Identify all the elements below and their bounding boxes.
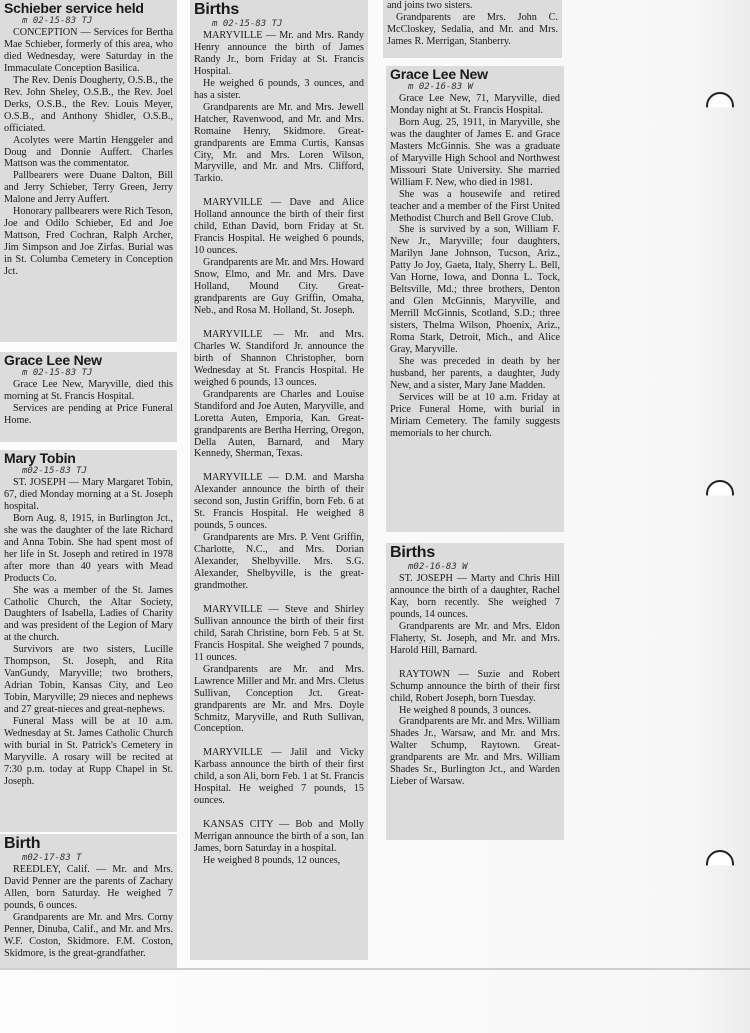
births-clipping [190, 0, 368, 960]
new-short-para: Services are pending at Price Funeral Home. [4, 402, 173, 426]
schieber-para: The Rev. Denis Dougherty, O.S.B., the Rev. John Sheley, O.S.B., the Rev. Joel Derks, O.S.B., the Rev. Louis Meyer, O.S.B., and Anthony Shidler, O.S.B., officiated. [4, 74, 173, 134]
new-full-headline: Grace Lee New [390, 66, 488, 82]
schieber-para: Pallbearers were Duane Dalton, Bill and Jerry Schieber, Terry Green, Jerry Malone and Jerry Auffert. [4, 170, 173, 206]
spacer [194, 735, 364, 747]
new-full-clipping [386, 66, 564, 532]
tobin-para: She was a member of the St. James Catholic Church, the Altar Society, Daughters of Isabella, Ladies of Charity and was president of the Legion of Mary at the church. [4, 584, 173, 644]
birth-entry-schump: He weighed 8 pounds, 3 ounces. [399, 704, 532, 716]
tobin-date-note: m02-15-83 TJ [22, 466, 88, 476]
births-date-note: m 02-15-83 TJ [212, 19, 283, 29]
birth-entry-sullivan: Grandparents are Mr. and Mrs. Lawrence Miller and Mr. and Mrs. Cletus Sullivan, Conception Jct. Great-grandparents are Mr. and Mrs. Doyle Schmitz, Maryville, and Ruth Sullivan, Conception. [194, 663, 364, 735]
birth-entry-holland: Grandparents are Mr. and Mrs. Howard Snow, Elmo, and Mr. and Mrs. Dave Holland, Mound City. Great-grandparents are Guy Griffin, Omaha, Neb., and Rosa M. Holland, St. Joseph. [194, 257, 364, 316]
punch-hole-bottom [706, 850, 734, 878]
birth-entry-alexander: MARYVILLE — D.M. and Marsha Alexander announce the birth of their second son, Justin Griffin, born Feb. 6 at St. Francis Hospital. He weighed 8 pounds, 5 ounces. [194, 472, 364, 532]
spacer [194, 185, 364, 197]
tobin-para: Born Aug. 8, 1915, in Burlington Jct., she was the daughter of the late Richard and Anna Tobin. She had spent most of her life in St. Joseph and retired in 1978 after more than 40 years with Mead Products Co. [4, 512, 173, 584]
new-short-clipping [0, 352, 177, 442]
tobin-para: ST. JOSEPH — Mary Margaret Tobin, 67, died Monday morning at a St. Joseph hospital. [4, 477, 173, 512]
new-full-para: Services will be at 10 a.m. Friday at Price Funeral Home, with burial in Miriam Cemetery. The family suggests memorials to her church. [390, 391, 560, 439]
birth-entry-merrigan: KANSAS CITY — Bob and Molly Merrigan announce the birth of a son, Ian James, born Saturday in a hospital. [194, 819, 364, 855]
spacer [194, 807, 364, 819]
birth-entry-merrigan: He weighed 8 pounds, 12 ounces, [203, 855, 341, 867]
birth-entry-sullivan: MARYVILLE — Steve and Shirley Sullivan announce the birth of their first child, Sarah Christine, born Feb. 5 at St. Francis Hospital. She weighed 7 pounds, 11 ounces. [194, 603, 364, 663]
new-full-para: Born Aug. 25, 1911, in Maryville, she was the daughter of James E. and Grace Masters McGinnis. She was a graduate of Maryville High School and Northwest Missouri State University. She married William F. New, who died in 1981. [390, 116, 560, 188]
birth-para: Grandparents are Mr. and Mrs. Corny Penner, Dinuba, Calif., and Mr. and Mrs. W.F. Coston, Skidmore. F.M. Coston, Skidmore, is the great-grandfather. [4, 911, 173, 959]
spacer [194, 317, 364, 329]
new-full-para: She was preceded in death by her husband, her parents, a daughter, Judy New, and a sister, Mary Jane Madden. [390, 355, 560, 391]
new-full-date-note: m 02-16-83 W [408, 82, 474, 92]
birth-entry-standiford: MARYVILLE — Mr. and Mrs. Charles W. Standiford Jr. announce the birth of Shannon Christopher, born Wednesday at St. Francis Hospital. He weighed 6 pounds, 13 ounces. [194, 328, 364, 388]
schieber-date-note: m 02-15-83 TJ [22, 16, 93, 26]
tobin-para: Survivors are two sisters, Lucille Thompson, St. Joseph, and Rita VanGundy, Maryville; two brothers, Adrian Tobin, Kansas City, and Leo Tobin, Maryville; 29 nieces and nephews and 27 great-nieces and great-nephews. [4, 644, 173, 716]
birth-entry-henry: MARYVILLE — Mr. and Mrs. Randy Henry announce the birth of James Randy Jr., born Friday at St. Francis Hospital. [194, 30, 364, 77]
birth-entry-holland: MARYVILLE — Dave and Alice Holland announce the birth of their first child, Ethan David, born Friday at St. Francis Hospital. He weighed 6 pounds, 10 ounces. [194, 197, 364, 257]
merrigan-continued-para: Grandparents are Mrs. John C. McCloskey, Sedalia, and Mr. and Mrs. James R. Merrigan, Stanberry. [387, 11, 558, 47]
births2-clipping [386, 543, 564, 840]
births2-headline: Births [390, 544, 436, 561]
page-bottom-edge [0, 968, 750, 970]
birth-date-note: m02-17-83 T [22, 853, 82, 863]
tobin-headline: Mary Tobin [4, 450, 76, 466]
tobin-para: Funeral Mass will be at 10 a.m. Wednesday at St. James Catholic Church with burial in St. Patrick's Cemetery in Maryville. A rosary will be recited at 7:30 p.m. today at Rupp Chapel in St. Joseph. [4, 716, 173, 787]
birth-entry-henry: He weighed 6 pounds, 3 ounces, and has a sister. [194, 77, 364, 101]
new-short-date-note: m 02-15-83 TJ [22, 368, 93, 378]
birth-entry-schump: Grandparents are Mr. and Mrs. William Shades Jr., Warsaw, and Mr. and Mrs. Walter Schump, Raytown. Great-grandparents are Mr. and Mrs. William Shades Sr., Burlington Jct., and Warden Lieber of Warsaw. [390, 716, 560, 788]
birth-entry-hill: ST. JOSEPH — Marty and Chris Hill announce the birth of a daughter, Rachel Kay, born recently. She weighed 7 pounds, 14 ounces. [390, 573, 560, 620]
spacer [194, 592, 364, 604]
new-short-para: Grace Lee New, Maryville, died this morning at St. Francis Hospital. [4, 379, 173, 402]
schieber-para: CONCEPTION — Services for Bertha Mae Schieber, formerly of this area, who died Wednesday, were Saturday in the Immaculate Conception Basilica. [4, 27, 173, 74]
spacer [390, 657, 560, 669]
birth-entry-hill: Grandparents are Mr. and Mrs. Eldon Flaherty, St. Joseph, and Mr. and Mrs. Harold Hill, Barnard. [390, 620, 560, 656]
birth-entry-karbass: MARYVILLE — Jalil and Vicky Karbass announce the birth of their first child, a son Ali, born Feb. 1 at St. Francis Hospital. He weighed 7 pounds, 15 ounces. [194, 747, 364, 807]
schieber-para: Honorary pallbearers were Rich Teson, Joe and Odilo Schieber, Ed and Joe Mattson, Fred Cochran, Ralph Archer, Jim Simpson and Joe Zirfas. Burial was in St. Columba Cemetery in Conception Jct. [4, 206, 173, 278]
spacer [194, 460, 364, 472]
new-full-para: She is survived by a son, William F. New Jr., Maryville; four daughters, Marilyn Jane Johnson, Tucson, Ariz., Patty Jo Joy, Gaeta, Italy, Sherry L. Bell, Van Horne, Iowa, and Donna L. Tock, Beltsville, Md.; three brothers, Denton and Glen McGinnis, Maryville, and Merrill McGinnis, Scotland, S.D.; three sisters, Thelma Wilson, Phoenix, Ariz., Roma Stark, Detroit, Mich., and Alice Gray, Maryville. [390, 224, 560, 356]
new-short-headline: Grace Lee New [4, 352, 102, 368]
schieber-para: Acolytes were Martin Henggeler and Doug and Donnie Auffert. Charles Mattson was the commentator. [4, 134, 173, 170]
birth-entry-standiford: Grandparents are Charles and Louise Standiford and Joe Auten, Maryville, and Loretta Auten, Emporia, Kan. Great-grandparents are Bertha Herring, Oregon, Della Auten, Barnard, and Mary Kennedy, Sherman, Texas. [194, 388, 364, 460]
punch-hole-middle [706, 480, 734, 508]
schieber-headline: Schieber service held [4, 0, 144, 16]
birth-entry-schump: RAYTOWN — Suzie and Robert Schump announce the birth of their first child, Robert Joseph, born Tuesday. [390, 668, 560, 704]
birth-headline: Birth [4, 835, 41, 852]
schieber-clipping [0, 0, 177, 342]
merrigan-continued-clipping [383, 0, 562, 58]
births2-date-note: m02-16-83 W [408, 562, 468, 572]
new-full-para: Grace Lee New, 71, Maryville, died Monday night at St. Francis Hospital. [390, 93, 560, 116]
punch-hole-top [706, 92, 734, 120]
births-headline: Births [194, 1, 240, 18]
merrigan-continued-para: and joins two sisters. [387, 0, 473, 11]
new-full-para: She was a housewife and retired teacher and a member of the First United Methodist Church and Bell Grove Club. [390, 188, 560, 224]
birth-para: REEDLEY, Calif. — Mr. and Mrs. David Penner are the parents of Zachary Allen, born Saturday. He weighed 7 pounds, 6 ounces. [4, 864, 173, 911]
birth-entry-henry: Grandparents are Mr. and Mrs. Jewell Hatcher, Ravenwood, and Mr. and Mrs. Romaine Henry, Skidmore. Great-grandparents are Emma Curtis, Kansas City, Mr. and Mrs. Loren Wilson, Maryville, and Mr. and Mrs. Clifford, Tarkio. [194, 101, 364, 185]
tobin-clipping [0, 450, 177, 832]
birth-entry-alexander: Grandparents are Mrs. P. Vent Griffin, Charlotte, N.C., and Mrs. Dorian Alexander, Shelbyville. Mrs. S.G. Alexander, Shelbyville, is the great-grandmother. [194, 532, 364, 591]
birth-clipping [0, 834, 177, 970]
